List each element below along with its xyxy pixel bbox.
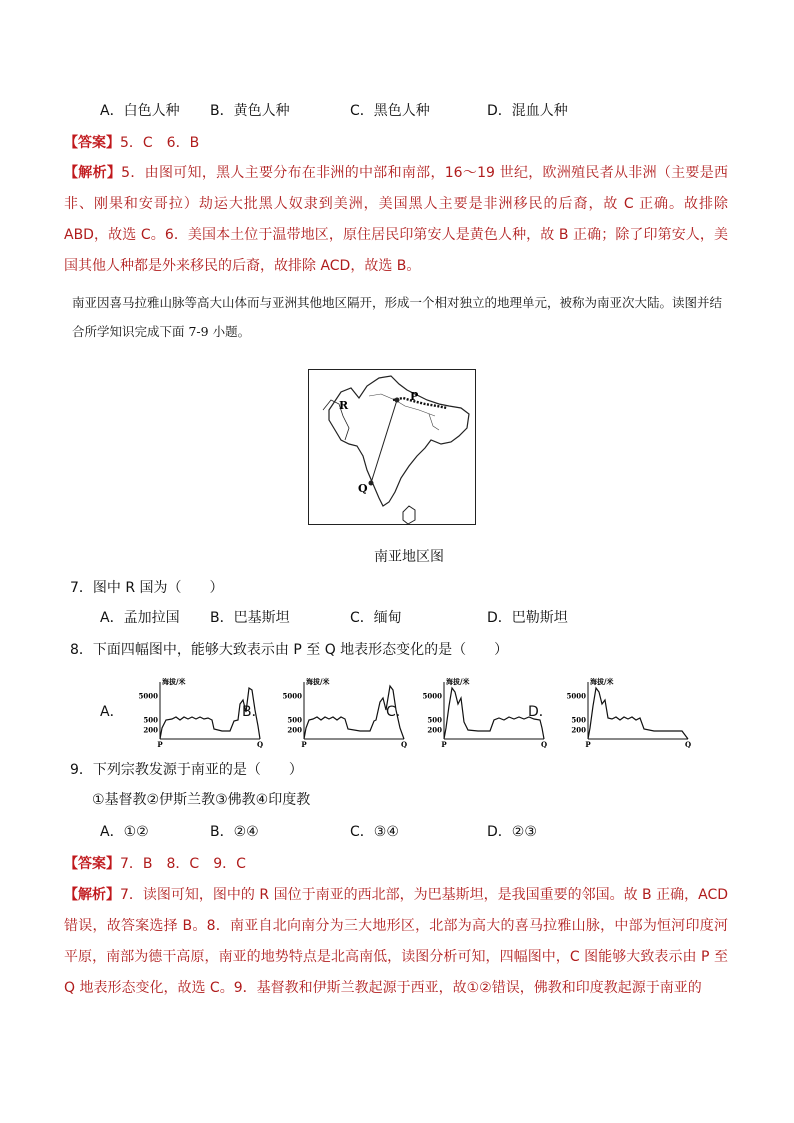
axis-title: 海拔/米: [590, 677, 614, 686]
tick-label: 200: [571, 725, 586, 735]
x-label-start: P: [301, 740, 307, 748]
q9-option-c: C．③④: [350, 824, 399, 840]
map-caption: 南亚地区图: [374, 549, 444, 565]
tick-label: 5000: [138, 691, 158, 701]
point-p: [395, 398, 400, 403]
analysis-text: 7．读图可知，图中的 R 国位于南亚的西北部，为巴基斯坦，是我国重要的邻国。故 B 正确，ACD 错误，故答案选择 B。8．南亚自北向南分为三大地形区，北部为高大的喜马拉雅山脉，中部为恒河印度河平原，南部为德干高原，南亚的地势特点是北高南低，读图分析可知，四幅图中，C 图能够大致表示由 P 至 Q 地表形态变化，故选 C。9．基督教和伊斯兰教起源于西亚，故①②错误，佛教和印度教起源于南亚的: [64, 887, 728, 996]
q8-stem: 8．下面四幅图中，能够大致表示由 P 至 Q 地表形态变化的是（ ）: [70, 642, 509, 658]
axis-title: 海拔/米: [306, 677, 330, 686]
analysis-1: [64, 158, 728, 282]
south-asia-map: [308, 369, 476, 525]
tick-label: 500: [427, 715, 442, 725]
q7-stem: 7．图中 R 国为（ ）: [70, 580, 224, 596]
map-label-q: Q: [358, 482, 368, 495]
map-label-p: P: [410, 390, 419, 403]
q7-option-a: A．孟加拉国: [100, 610, 180, 626]
q6-option-b: B．黄色人种: [210, 103, 290, 119]
q7-option-b: B．巴基斯坦: [210, 610, 290, 626]
profile-chart-b: [272, 676, 412, 748]
answer-text: 7．B 8．C 9．C: [120, 856, 246, 872]
section-intro: 南亚因喜马拉雅山脉等高大山体而与亚洲其他地区隔开，形成一个相对独立的地理单元，被称为南亚次大陆。读图并结合所学知识完成下面 7-9 小题。: [72, 295, 723, 339]
x-label-start: P: [441, 740, 447, 748]
x-label-end: Q: [256, 740, 264, 748]
profile-chart-d: [556, 676, 696, 748]
tick-label: 5000: [566, 691, 586, 701]
tick-label: 200: [143, 725, 158, 735]
axis-title: 海拔/米: [162, 677, 186, 686]
q9-stem: 9．下列宗教发源于南亚的是（ ）: [70, 762, 303, 778]
q9-option-b: B．②④: [210, 824, 259, 840]
elevation-profile: [444, 688, 544, 739]
analysis-tag: 【解析】: [64, 165, 122, 181]
profile-chart-a: [128, 676, 268, 748]
q8-option-b-label: B．: [242, 704, 266, 720]
q9-items: ①基督教②伊斯兰教③佛教④印度教: [92, 792, 311, 808]
profile-chart-c: [412, 676, 552, 748]
q9-option-d: D．②③: [487, 824, 537, 840]
answer-tag: 【答案】: [64, 135, 120, 151]
subcontinent-outline: [329, 376, 469, 506]
tick-label: 500: [571, 715, 586, 725]
sri-lanka-outline: [403, 506, 415, 524]
elevation-profile: [160, 688, 260, 739]
q8-option-d-label: D．: [528, 704, 553, 720]
profile-line: [371, 400, 397, 483]
x-label-end: Q: [400, 740, 408, 748]
answer-text: 5．C 6．B: [120, 135, 200, 151]
analysis-text: 5．由图可知，黑人主要分布在非洲的中部和南部，16～19 世纪，欧洲殖民者从非洲（主要是西非、刚果和安哥拉）劫运大批黑人奴隶到美洲，美国黑人主要是非洲移民的后裔，故 C 正确。故排除 ABD，故选 C。6．美国本土位于温带地区，原住居民印第安人是黄色人种，故 B 正确；除了印第安人，美国其他人种都是外来移民的后裔，故排除 ACD，故选 B。: [64, 165, 729, 274]
elevation-profile: [304, 686, 404, 739]
x-label-start: P: [157, 740, 163, 748]
tick-label: 500: [143, 715, 158, 725]
map-label-r: R: [339, 399, 349, 412]
map-drawing: [309, 370, 476, 525]
x-label-end: Q: [684, 740, 692, 748]
q7-option-c: C．缅甸: [350, 610, 402, 626]
answer-1: [64, 133, 199, 153]
analysis-2: [64, 880, 728, 1004]
q8-option-a-label: A．: [100, 704, 124, 720]
tick-label: 200: [427, 725, 442, 735]
q7-option-d: D．巴勒斯坦: [487, 610, 568, 626]
tick-label: 5000: [422, 691, 442, 701]
q6-option-a: A．白色人种: [100, 103, 180, 119]
tick-label: 5000: [282, 691, 302, 701]
himalaya-range: [393, 398, 447, 408]
q6-option-d: D．混血人种: [487, 103, 568, 119]
tick-label: 500: [287, 715, 302, 725]
q8-option-c-label: C．: [386, 704, 410, 720]
axis-title: 海拔/米: [446, 677, 470, 686]
analysis-tag: 【解析】: [64, 887, 121, 903]
q6-option-c: C．黑色人种: [350, 103, 430, 119]
point-q: [369, 481, 374, 486]
tick-label: 200: [287, 725, 302, 735]
answer-tag: 【答案】: [64, 856, 120, 872]
elevation-profile: [588, 688, 688, 739]
x-label-end: Q: [540, 740, 548, 748]
country-border: [429, 414, 439, 430]
q9-option-a: A．①②: [100, 824, 149, 840]
x-label-start: P: [585, 740, 591, 748]
answer-2: [64, 854, 246, 874]
